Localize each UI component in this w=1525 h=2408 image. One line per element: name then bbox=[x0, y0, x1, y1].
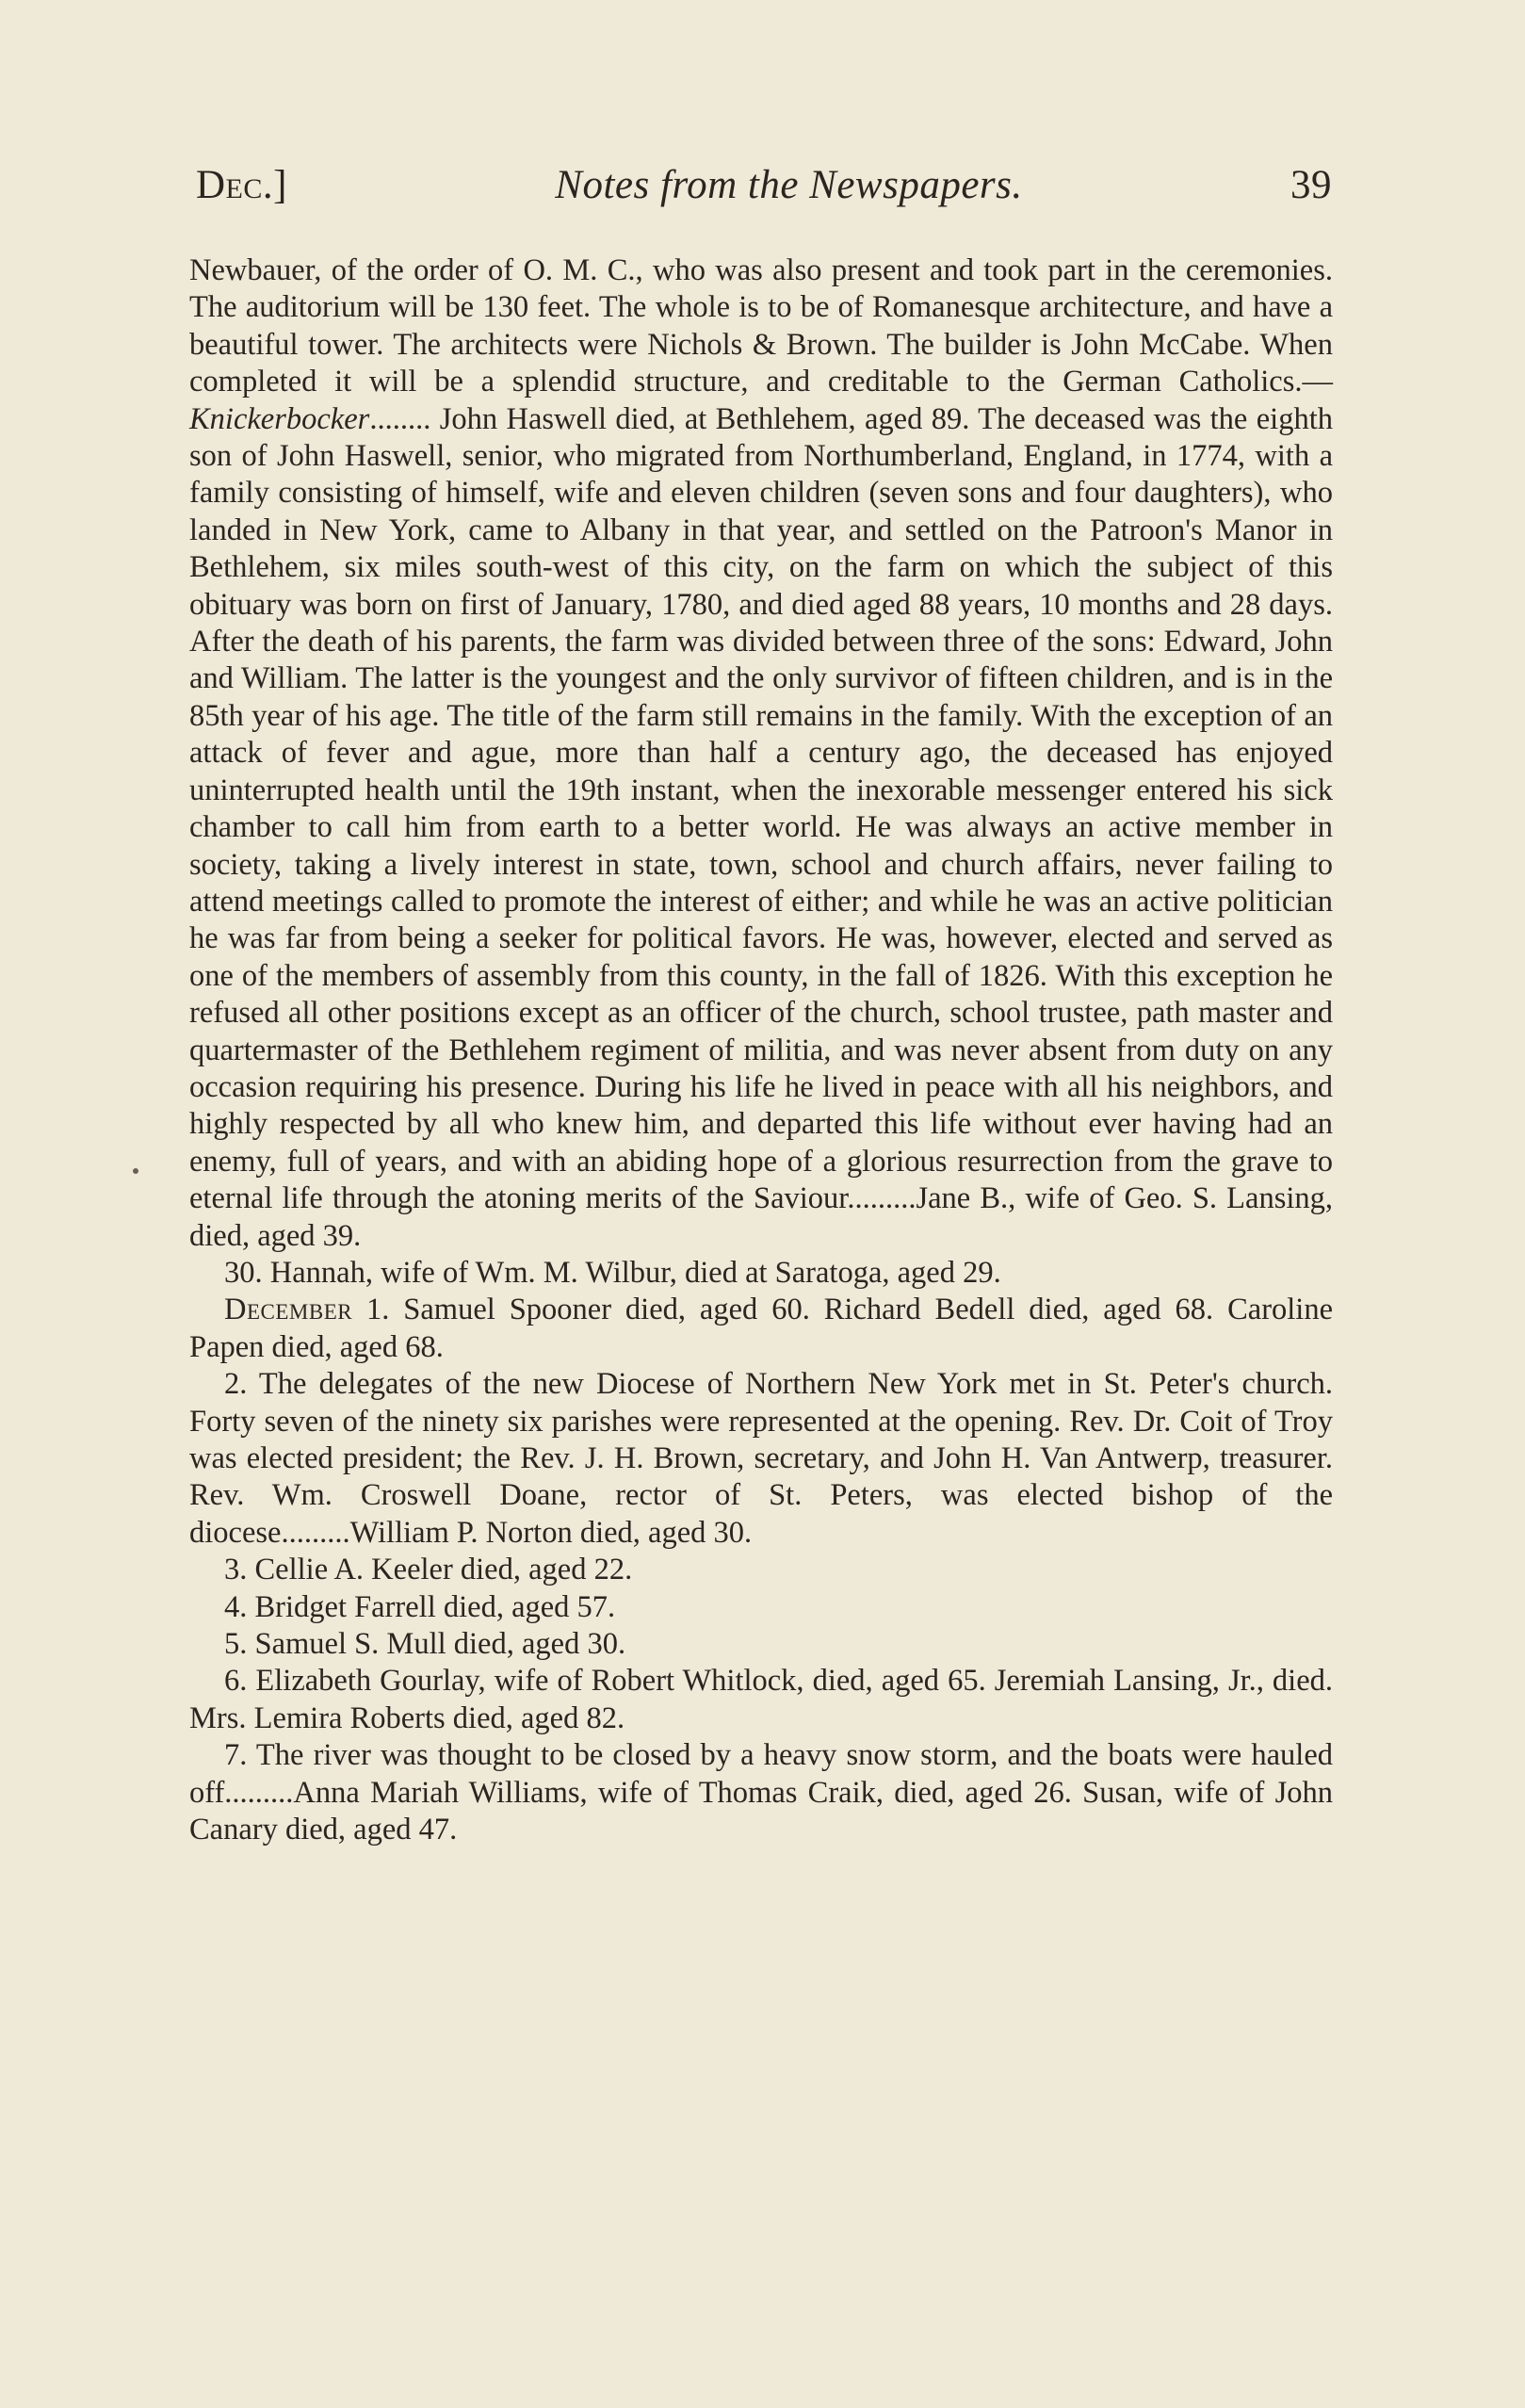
paragraph-7: 7. The river was thought to be closed by a heavy snow storm, and the boats were hauled off.........Anna Mariah Williams, wife of Thomas Craik, died, aged 26. Susan, wife of John Canary died, aged 47. bbox=[189, 1738, 1333, 1847]
header-month: Dec.] bbox=[196, 163, 287, 207]
paragraph-text: 1. Samuel Spooner died, aged 60. Richard Bedell died, aged 68. Caroline Papen died, aged 68. bbox=[189, 1293, 1333, 1364]
month-heading: December bbox=[224, 1293, 353, 1327]
paragraph-text: ........ John Haswell died, at Bethlehem, aged 89. The deceased was the eighth son of John Haswell, senior, who migrated from Northumberland, England, in 1774, with a family consisting of himself, wife and eleven children (seven sons and four daughters), who landed in New York, came to Albany in that year, and settled on the Patroon's Manor in Bethlehem, six miles south-west of this city, on the farm on which the subject of this obituary was born on first of January, 1780, and died aged 88 years, 10 months and 28 days. After the death of his parents, the farm was divided between three of the sons: Edward, John and William. The latter is the youngest and the only survivor of fifteen children, and is in the 85th year of his age. The title of the farm still remains in the family. With the exception of an attack of fever and ague, more than half a century ago, the deceased has enjoyed uninterrupted health until the 19th instant, when the inexorable messenger entered his sick chamber to call him from earth to a better world. He was always an active member in society, taking a lively interest in state, town, school and church affairs, never failing to attend meetings called to promote the interest of either; and while he was an active politician he was far from being a seeker for political favors. He was, however, elected and served as one of the members of assembly from this county, in the fall of 1826. With this exception he refused all other positions except as an officer of the church, school trustee, path master and quartermaster of the Bethlehem regiment of militia, and was never absent from duty on any occasion requiring his presence. During his life he lived in peace with all his neighbors, and highly respected by all who knew him, and departed this life without ever having had an enemy, full of years, and with an abiding hope of a glorious resurrection from the grave to eternal life through the atoning merits of the Saviour.........Jane B., wife of Geo. S. Lansing, died, aged 39. bbox=[189, 401, 1333, 1253]
body-text bbox=[189, 252, 1333, 1848]
paragraph-december-1 bbox=[189, 1292, 1333, 1366]
paragraph-text: Newbauer, of the order of O. M. C., who was also present and took part in the ceremonies. The auditorium will be 130 feet. The whole is to be of Romanesque architecture, and have a beautiful tower. The architects were Nichols & Brown. The builder is John McCabe. When completed it will be a splendid structure, and creditable to the German Catholics.— bbox=[189, 253, 1333, 399]
running-header bbox=[196, 162, 1332, 219]
page-number: 39 bbox=[1290, 163, 1332, 207]
paragraph-5: 5. Samuel S. Mull died, aged 30. bbox=[224, 1627, 626, 1662]
paragraph-haswell bbox=[189, 252, 1333, 1255]
paragraph-2: 2. The delegates of the new Diocese of Northern New York met in St. Peter's church. Forty seven of the ninety six parishes were represented at the opening. Rev. Dr. Coit of Troy was elected president; the Rev. J. H. Brown, secretary, and John H. Van Antwerp, treasurer. Rev. Wm. Croswell Doane, rector of St. Peters, was elected bishop of the diocese.........William P. Norton died, aged 30. bbox=[189, 1367, 1333, 1550]
paragraph-4: 4. Bridget Farrell died, aged 57. bbox=[224, 1589, 616, 1624]
paragraph-6: 6. Elizabeth Gourlay, wife of Robert Whitlock, died, aged 65. Jeremiah Lansing, Jr., died. Mrs. Lemira Roberts died, aged 82. bbox=[189, 1664, 1333, 1735]
header-title: Notes from the Newspapers. bbox=[555, 163, 1023, 207]
paragraph-3: 3. Cellie A. Keeler died, aged 22. bbox=[224, 1553, 633, 1587]
paragraph-30: 30. Hannah, wife of Wm. M. Wilbur, died at Saratoga, aged 29. bbox=[224, 1255, 1001, 1290]
margin-speck bbox=[133, 1168, 138, 1174]
source-citation: Knickerbocker bbox=[189, 401, 370, 436]
